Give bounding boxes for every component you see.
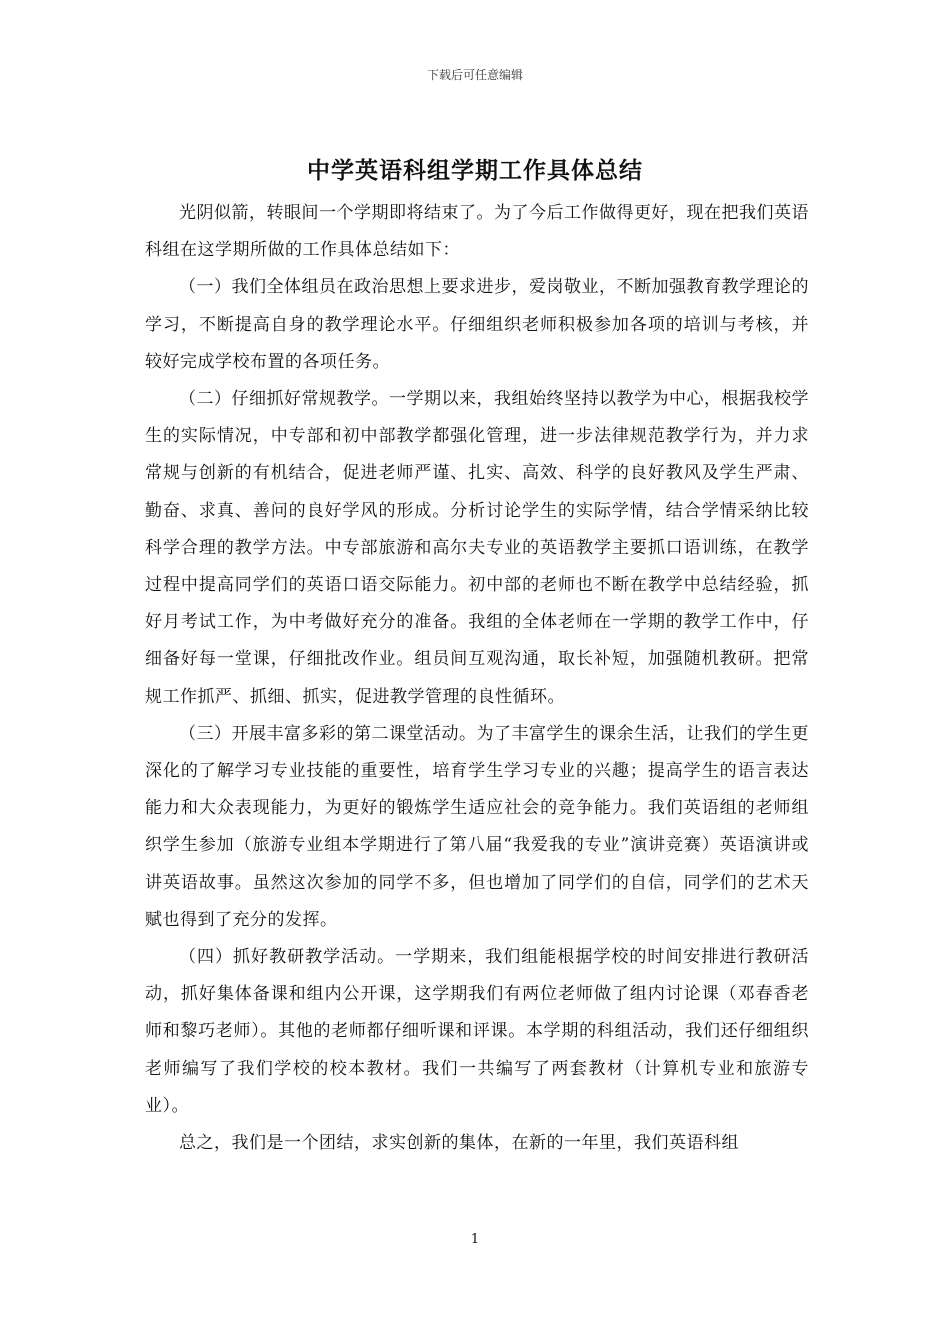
page-header-note: 下载后可任意编辑 bbox=[426, 68, 523, 82]
document-title: 中学英语科组学期工作具体总结 bbox=[307, 157, 643, 184]
paragraph-section-3: （三）开展丰富多彩的第二课堂活动。为了丰富学生的课余生活，让我们的学生更深化的了解学习专业技能的重要性，培育学生学习专业的兴趣；提高学生的语言表达能力和大众表现能力，为更好的锻炼学生适应社会的竞争能力。我们英语组的老师组织学生参加（旅游专业组本学期进行了第八届“我爱我的专业”演讲竞赛）英语演讲或讲英语故事。虽然这次参加的同学不多，但也增加了同学们的自信，同学们的艺术天赋也得到了充分的发挥。 bbox=[145, 723, 809, 930]
paragraph-section-1: （一）我们全体组员在政治思想上要求进步，爱岗敬业，不断加强教育教学理论的学习，不断提高自身的教学理论水平。仔细组织老师积极参加各项的培训与考核，并较好完成学校布置的各项任务。 bbox=[145, 277, 809, 372]
paragraph-section-2: （二）仔细抓好常规教学。一学期以来，我组始终坚持以教学为中心，根据我校学生的实际情况，中专部和初中部教学都强化管理，进一步法律规范教学行为，并力求常规与创新的有机结合，促进老师严谨、扎实、高效、科学的良好教风及学生严肃、勤奋、求真、善问的良好学风的形成。分析讨论学生的实际学情，结合学情采纳比较科学合理的教学方法。中专部旅游和高尔夫专业的英语教学主要抓口语训练，在教学过程中提高同学们的英语口语交际能力。初中部的老师也不断在教学中总结经验，抓好月考试工作，为中考做好充分的准备。我组的全体老师在一学期的教学工作中，仔细备好每一堂课，仔细批改作业。组员间互观沟通，取长补短，加强随机教研。把常规工作抓严、抓细、抓实，促进教学管理的良性循环。 bbox=[145, 389, 809, 707]
paragraph-conclusion: 总之，我们是一个团结，求实创新的集体，在新的一年里，我们英语科组 bbox=[179, 1133, 739, 1154]
paragraph-section-4: （四）抓好教研教学活动。一学期来，我们组能根据学校的时间安排进行教研活动，抓好集体备课和组内公开课，这学期我们有两位老师做了组内讨论课（邓春香老师和黎巧老师）。其他的老师都仔细听课和评课。本学期的科组活动，我们还仔细组织老师编写了我们学校的校本教材。我们一共编写了两套教材（计算机专业和旅游专业）。 bbox=[145, 947, 809, 1116]
paragraph-intro: 光阴似箭，转眼间一个学期即将结束了。为了今后工作做得更好，现在把我们英语科组在这学期所做的工作具体总结如下： bbox=[145, 203, 809, 261]
page-number: 1 bbox=[470, 1232, 480, 1247]
document-body bbox=[145, 195, 809, 1162]
